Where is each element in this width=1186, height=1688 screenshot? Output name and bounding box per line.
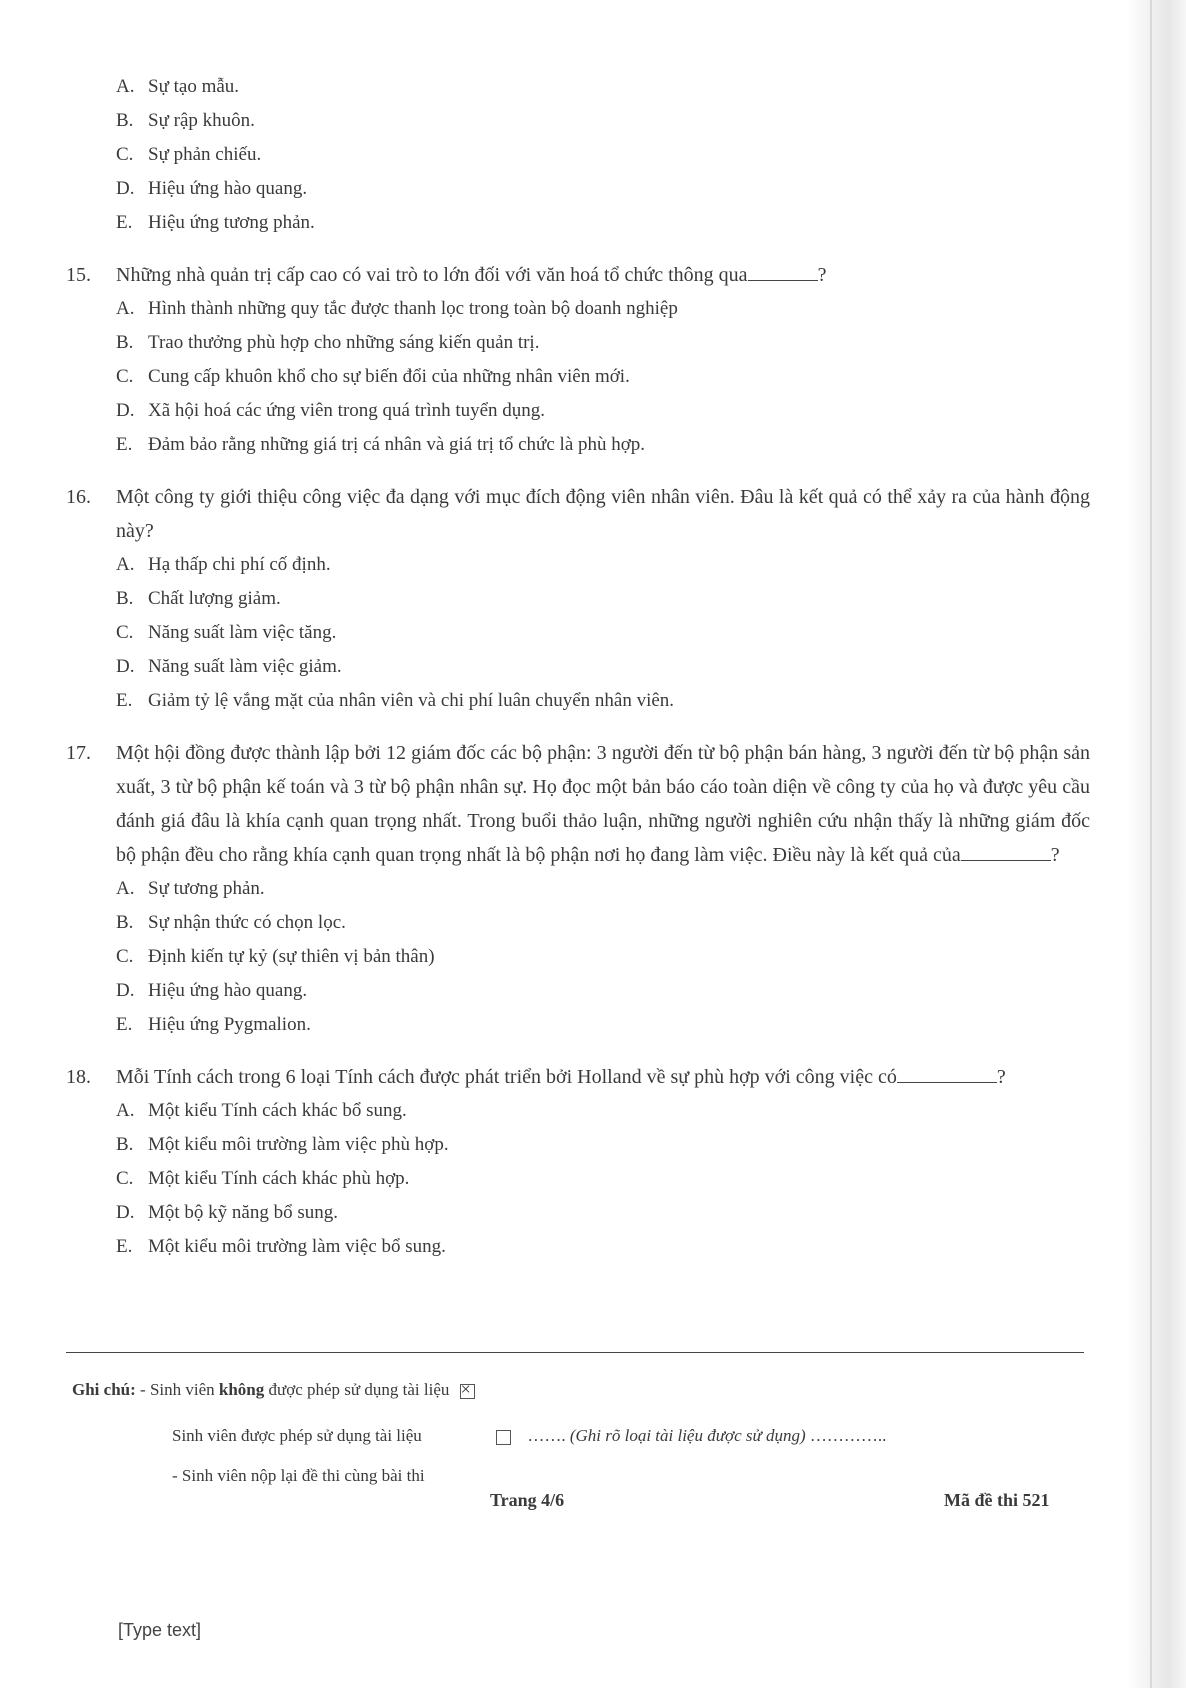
answer-option: [66, 206, 1090, 240]
type-text-placeholder: [Type text]: [118, 1620, 202, 1640]
not-allowed-checkbox[interactable]: [460, 1384, 475, 1399]
option-letter: C.: [116, 366, 134, 387]
answer-option: [66, 1128, 1090, 1162]
option-letter: A.: [116, 554, 135, 575]
option-letter: E.: [116, 690, 133, 711]
question-mark: ?: [817, 264, 827, 286]
question-stem: [66, 480, 1090, 548]
answer-option: [66, 582, 1090, 616]
option-letter: D.: [116, 178, 135, 199]
question-stem: [66, 1060, 1090, 1094]
option-letter: E.: [116, 1236, 133, 1257]
question-list: [66, 258, 1090, 1264]
answer-option: [66, 940, 1090, 974]
option-letter: C.: [116, 144, 134, 165]
answer-option: [66, 104, 1090, 138]
answer-option: [66, 872, 1090, 906]
question-16: [66, 480, 1090, 718]
option-text: Hiệu ứng Pygmalion.: [148, 1014, 311, 1035]
note-label: Ghi chú:: [72, 1380, 136, 1399]
answer-option: [66, 1230, 1090, 1264]
answer-blank: [961, 838, 1051, 861]
option-letter: D.: [116, 400, 135, 421]
page-number: Trang 4/6: [490, 1490, 565, 1510]
exam-code: Mã đề thi 521: [944, 1490, 1050, 1510]
option-letter: A.: [116, 1100, 135, 1121]
option-text: Định kiến tự kỷ (sự thiên vị bản thân): [148, 946, 435, 967]
note-line-1: [72, 1380, 475, 1400]
answer-option: [66, 70, 1090, 104]
option-text: Một kiểu môi trường làm việc phù hợp.: [148, 1134, 449, 1155]
note-line2-dots-post: …………..: [809, 1426, 887, 1445]
note-line1-pre: - Sinh viên: [140, 1380, 215, 1399]
question-18: [66, 1060, 1090, 1264]
answer-option: [66, 1008, 1090, 1042]
option-text: Hiệu ứng hào quang.: [148, 980, 308, 1001]
allowed-checkbox[interactable]: [496, 1430, 511, 1445]
answer-option: [66, 1196, 1090, 1230]
option-letter: B.: [116, 912, 134, 933]
question-number: 18.: [66, 1066, 91, 1088]
answer-option: [66, 650, 1090, 684]
option-text: Trao thưởng phù hợp cho những sáng kiến quản trị.: [148, 332, 540, 353]
answer-option: [66, 616, 1090, 650]
option-list: [66, 292, 1090, 462]
answer-option: [66, 138, 1090, 172]
option-letter: D.: [116, 1202, 135, 1223]
answer-option: [66, 172, 1090, 206]
option-list: [66, 1094, 1090, 1264]
answer-option: [66, 684, 1090, 718]
option-letter: E.: [116, 212, 133, 233]
question-number: 17.: [66, 742, 91, 764]
question-stem: [66, 736, 1090, 872]
answer-option: [66, 1094, 1090, 1128]
option-letter: C.: [116, 622, 134, 643]
option-letter: B.: [116, 110, 134, 131]
option-letter: B.: [116, 1134, 134, 1155]
question-text: Một hội đồng được thành lập bởi 12 giám đốc các bộ phận: 3 người đến từ bộ phận bán hàng, 3 người đến từ bộ phận sản xuất, 3 từ bộ phận kế toán và 3 từ bộ phận nhân sự. Họ đọc một bản báo cáo toàn diện về công ty của họ và được yêu cầu đánh giá đâu là khía cạnh quan trọng nhất. Trong buổi thảo luận, những người nghiên cứu nhận thấy là những giám đốc bộ phận đều cho rằng khía cạnh quan trọng nhất là bộ phận nơi họ đang làm việc. Điều này là kết quả của: [116, 742, 1090, 866]
page-edge-line: [1150, 0, 1152, 1688]
option-text: Đảm bảo rằng những giá trị cá nhân và giá trị tổ chức là phù hợp.: [148, 434, 646, 455]
option-list: [66, 548, 1090, 718]
option-text: Xã hội hoá các ứng viên trong quá trình tuyển dụng.: [148, 400, 546, 421]
option-text: Sự rập khuôn.: [148, 110, 255, 131]
exam-content: [66, 70, 1090, 1264]
question-number: 15.: [66, 264, 91, 286]
option-text: Chất lượng giảm.: [148, 588, 281, 609]
answer-option: [66, 326, 1090, 360]
option-letter: B.: [116, 332, 134, 353]
option-letter: C.: [116, 1168, 134, 1189]
answer-option: [66, 974, 1090, 1008]
note-line2-italic: (Ghi rõ loại tài liệu được sử dụng): [569, 1426, 806, 1445]
answer-blank: [748, 258, 818, 281]
note-line-3: - Sinh viên nộp lại đề thi cùng bài thi: [172, 1466, 425, 1485]
option-letter: D.: [116, 656, 135, 677]
answer-blank: [897, 1060, 997, 1083]
question-17: [66, 736, 1090, 1042]
option-text: Hình thành những quy tắc được thanh lọc trong toàn bộ doanh nghiệp: [148, 298, 678, 319]
option-letter: D.: [116, 980, 135, 1001]
note-line1-bold: không: [218, 1380, 265, 1399]
option-text: Một kiểu môi trường làm việc bổ sung.: [148, 1236, 446, 1257]
option-text: Một kiểu Tính cách khác bổ sung.: [148, 1100, 407, 1121]
answer-option: [66, 906, 1090, 940]
answer-option: [66, 1162, 1090, 1196]
option-text: Năng suất làm việc giảm.: [148, 656, 342, 677]
option-letter: A.: [116, 298, 135, 319]
option-text: Giảm tỷ lệ vắng mặt của nhân viên và chi phí luân chuyển nhân viên.: [148, 690, 675, 711]
option-text: Năng suất làm việc tăng.: [148, 622, 337, 643]
answer-option: [66, 292, 1090, 326]
option-letter: A.: [116, 76, 135, 97]
question-text: Mỗi Tính cách trong 6 loại Tính cách được phát triển bởi Holland về sự phù hợp với công việc có: [116, 1066, 897, 1088]
option-text: Hạ thấp chi phí cố định.: [148, 554, 331, 575]
question-text: Những nhà quản trị cấp cao có vai trò to lớn đối với văn hoá tổ chức thông qua: [116, 264, 748, 286]
question-stem: [66, 258, 1090, 292]
question-mark: ?: [996, 1066, 1006, 1088]
option-text: Sự tạo mẫu.: [148, 76, 240, 97]
option-text: Hiệu ứng tương phản.: [148, 212, 315, 233]
note-line2-text: Sinh viên được phép sử dụng tài liệu: [172, 1426, 422, 1445]
option-letter: E.: [116, 434, 133, 455]
option-text: Cung cấp khuôn khổ cho sự biến đổi của những nhân viên mới.: [148, 366, 630, 387]
option-text: Sự phản chiếu.: [148, 144, 262, 165]
option-text: Sự tương phản.: [148, 878, 265, 899]
question-15: [66, 258, 1090, 462]
option-text: Một kiểu Tính cách khác phù hợp.: [148, 1168, 410, 1189]
note-line-2: [172, 1426, 886, 1446]
option-letter: A.: [116, 878, 135, 899]
answer-option: [66, 394, 1090, 428]
option-text: Sự nhận thức có chọn lọc.: [148, 912, 346, 933]
option-text: Một bộ kỹ năng bổ sung.: [148, 1202, 338, 1223]
option-letter: B.: [116, 588, 134, 609]
answer-option: [66, 360, 1090, 394]
prev-question-options: [66, 70, 1090, 240]
option-letter: E.: [116, 1014, 133, 1035]
question-number: 16.: [66, 486, 91, 508]
option-text: Hiệu ứng hào quang.: [148, 178, 308, 199]
note-line1-post: được phép sử dụng tài liệu: [268, 1380, 450, 1399]
answer-option: [66, 428, 1090, 462]
option-list: [66, 872, 1090, 1042]
footer-divider: [66, 1352, 1084, 1353]
question-text: Một công ty giới thiệu công việc đa dạng với mục đích động viên nhân viên. Đâu là kết quả có thể xảy ra của hành động này?: [116, 486, 1090, 542]
option-letter: C.: [116, 946, 134, 967]
question-mark: ?: [1050, 844, 1060, 866]
note-line2-dots-pre: …….: [527, 1426, 566, 1445]
page-edge: [1126, 0, 1186, 1688]
answer-option: [66, 548, 1090, 582]
